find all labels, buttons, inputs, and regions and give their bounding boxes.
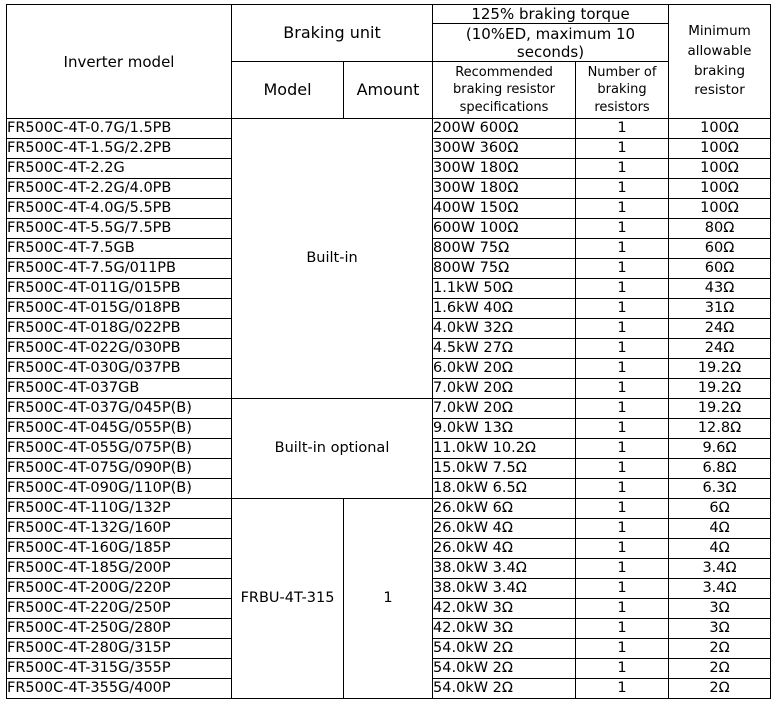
minimum-resistor-cell: 100Ω xyxy=(669,159,771,179)
resistor-count-cell: 1 xyxy=(576,319,669,339)
minimum-resistor-cell: 100Ω xyxy=(669,119,771,139)
inverter-model-cell: FR500C-4T-018G/022PB xyxy=(7,319,232,339)
recommended-spec-cell: 7.0kW 20Ω xyxy=(433,399,576,419)
recommended-spec-cell: 42.0kW 3Ω xyxy=(433,619,576,639)
resistor-count-cell: 1 xyxy=(576,119,669,139)
resistor-count-cell: 1 xyxy=(576,459,669,479)
recommended-spec-cell: 6.0kW 20Ω xyxy=(433,359,576,379)
minimum-resistor-cell: 4Ω xyxy=(669,539,771,559)
inverter-model-cell: FR500C-4T-2.2G/4.0PB xyxy=(7,179,232,199)
table-row xyxy=(7,399,771,419)
braking-unit-builtin: Built-in xyxy=(232,119,433,399)
braking-unit-amount-cell: 1 xyxy=(344,499,433,699)
inverter-model-cell: FR500C-4T-022G/030PB xyxy=(7,339,232,359)
header-braking-unit: Braking unit xyxy=(232,5,433,62)
minimum-resistor-cell: 31Ω xyxy=(669,299,771,319)
minimum-resistor-cell: 6.8Ω xyxy=(669,459,771,479)
resistor-count-cell: 1 xyxy=(576,579,669,599)
recommended-spec-cell: 26.0kW 4Ω xyxy=(433,539,576,559)
recommended-spec-cell: 200W 600Ω xyxy=(433,119,576,139)
inverter-model-cell: FR500C-4T-0.7G/1.5PB xyxy=(7,119,232,139)
resistor-count-cell: 1 xyxy=(576,519,669,539)
recommended-spec-cell: 15.0kW 7.5Ω xyxy=(433,459,576,479)
inverter-model-cell: FR500C-4T-2.2G xyxy=(7,159,232,179)
minimum-resistor-cell: 2Ω xyxy=(669,679,771,699)
resistor-count-cell: 1 xyxy=(576,679,669,699)
minimum-resistor-cell: 24Ω xyxy=(669,319,771,339)
inverter-model-cell: FR500C-4T-075G/090P(B) xyxy=(7,459,232,479)
resistor-count-cell: 1 xyxy=(576,339,669,359)
resistor-count-cell: 1 xyxy=(576,619,669,639)
table-body xyxy=(7,119,771,699)
minimum-resistor-cell: 3.4Ω xyxy=(669,579,771,599)
inverter-model-cell: FR500C-4T-110G/132P xyxy=(7,499,232,519)
inverter-model-cell: FR500C-4T-037G/045P(B) xyxy=(7,399,232,419)
inverter-model-cell: FR500C-4T-011G/015PB xyxy=(7,279,232,299)
inverter-model-cell: FR500C-4T-5.5G/7.5PB xyxy=(7,219,232,239)
recommended-spec-cell: 38.0kW 3.4Ω xyxy=(433,579,576,599)
recommended-spec-cell: 26.0kW 6Ω xyxy=(433,499,576,519)
resistor-count-cell: 1 xyxy=(576,499,669,519)
minimum-resistor-cell: 12.8Ω xyxy=(669,419,771,439)
inverter-model-cell: FR500C-4T-132G/160P xyxy=(7,519,232,539)
recommended-spec-cell: 300W 180Ω xyxy=(433,159,576,179)
minimum-resistor-cell: 19.2Ω xyxy=(669,359,771,379)
minimum-resistor-cell: 6.3Ω xyxy=(669,479,771,499)
resistor-count-cell: 1 xyxy=(576,139,669,159)
inverter-model-cell: FR500C-4T-7.5G/011PB xyxy=(7,259,232,279)
minimum-resistor-cell: 4Ω xyxy=(669,519,771,539)
recommended-spec-cell: 300W 360Ω xyxy=(433,139,576,159)
inverter-model-cell: FR500C-4T-160G/185P xyxy=(7,539,232,559)
minimum-resistor-cell: 100Ω xyxy=(669,199,771,219)
inverter-model-cell: FR500C-4T-015G/018PB xyxy=(7,299,232,319)
resistor-count-cell: 1 xyxy=(576,559,669,579)
minimum-resistor-cell: 43Ω xyxy=(669,279,771,299)
braking-unit-builtin-optional: Built-in optional xyxy=(232,399,433,499)
header-number-resistors: Number of braking resistors xyxy=(576,62,669,119)
recommended-spec-cell: 54.0kW 2Ω xyxy=(433,659,576,679)
recommended-spec-cell: 26.0kW 4Ω xyxy=(433,519,576,539)
header-torque-title: 125% braking torque xyxy=(433,5,669,24)
resistor-count-cell: 1 xyxy=(576,219,669,239)
recommended-spec-cell: 4.0kW 32Ω xyxy=(433,319,576,339)
resistor-count-cell: 1 xyxy=(576,639,669,659)
minimum-resistor-cell: 3Ω xyxy=(669,619,771,639)
resistor-count-cell: 1 xyxy=(576,399,669,419)
inverter-model-cell: FR500C-4T-220G/250P xyxy=(7,599,232,619)
recommended-spec-cell: 11.0kW 10.2Ω xyxy=(433,439,576,459)
inverter-model-cell: FR500C-4T-030G/037PB xyxy=(7,359,232,379)
resistor-count-cell: 1 xyxy=(576,279,669,299)
recommended-spec-cell: 18.0kW 6.5Ω xyxy=(433,479,576,499)
minimum-resistor-cell: 60Ω xyxy=(669,239,771,259)
minimum-resistor-cell: 100Ω xyxy=(669,179,771,199)
inverter-model-cell: FR500C-4T-7.5GB xyxy=(7,239,232,259)
header-recommended: Recommended braking resistor specifications xyxy=(433,62,576,119)
minimum-resistor-cell: 2Ω xyxy=(669,659,771,679)
recommended-spec-cell: 54.0kW 2Ω xyxy=(433,639,576,659)
resistor-count-cell: 1 xyxy=(576,419,669,439)
recommended-spec-cell: 300W 180Ω xyxy=(433,179,576,199)
resistor-count-cell: 1 xyxy=(576,299,669,319)
inverter-model-cell: FR500C-4T-055G/075P(B) xyxy=(7,439,232,459)
inverter-model-cell: FR500C-4T-090G/110P(B) xyxy=(7,479,232,499)
braking-unit-model-cell: FRBU-4T-315 xyxy=(232,499,344,699)
recommended-spec-cell: 600W 100Ω xyxy=(433,219,576,239)
inverter-model-cell: FR500C-4T-250G/280P xyxy=(7,619,232,639)
inverter-model-cell: FR500C-4T-1.5G/2.2PB xyxy=(7,139,232,159)
recommended-spec-cell: 9.0kW 13Ω xyxy=(433,419,576,439)
recommended-spec-cell: 7.0kW 20Ω xyxy=(433,379,576,399)
minimum-resistor-cell: 2Ω xyxy=(669,639,771,659)
inverter-model-cell: FR500C-4T-185G/200P xyxy=(7,559,232,579)
resistor-count-cell: 1 xyxy=(576,259,669,279)
inverter-model-cell: FR500C-4T-4.0G/5.5PB xyxy=(7,199,232,219)
resistor-count-cell: 1 xyxy=(576,359,669,379)
header-inverter-model: Inverter model xyxy=(7,5,232,119)
resistor-count-cell: 1 xyxy=(576,439,669,459)
recommended-spec-cell: 38.0kW 3.4Ω xyxy=(433,559,576,579)
minimum-resistor-cell: 19.2Ω xyxy=(669,379,771,399)
inverter-model-cell: FR500C-4T-280G/315P xyxy=(7,639,232,659)
header-torque-sub: (10%ED, maximum 10 seconds) xyxy=(433,24,669,62)
minimum-resistor-cell: 60Ω xyxy=(669,259,771,279)
recommended-spec-cell: 42.0kW 3Ω xyxy=(433,599,576,619)
resistor-count-cell: 1 xyxy=(576,659,669,679)
inverter-model-cell: FR500C-4T-355G/400P xyxy=(7,679,232,699)
minimum-resistor-cell: 24Ω xyxy=(669,339,771,359)
header-minimum-resistor: Minimum allowable braking resistor xyxy=(669,5,771,119)
minimum-resistor-cell: 100Ω xyxy=(669,139,771,159)
minimum-resistor-cell: 9.6Ω xyxy=(669,439,771,459)
recommended-spec-cell: 54.0kW 2Ω xyxy=(433,679,576,699)
braking-resistor-table xyxy=(6,4,771,699)
recommended-spec-cell: 400W 150Ω xyxy=(433,199,576,219)
minimum-resistor-cell: 80Ω xyxy=(669,219,771,239)
resistor-count-cell: 1 xyxy=(576,179,669,199)
recommended-spec-cell: 1.6kW 40Ω xyxy=(433,299,576,319)
inverter-model-cell: FR500C-4T-315G/355P xyxy=(7,659,232,679)
recommended-spec-cell: 800W 75Ω xyxy=(433,239,576,259)
resistor-count-cell: 1 xyxy=(576,199,669,219)
minimum-resistor-cell: 3Ω xyxy=(669,599,771,619)
resistor-count-cell: 1 xyxy=(576,239,669,259)
inverter-model-cell: FR500C-4T-200G/220P xyxy=(7,579,232,599)
resistor-count-cell: 1 xyxy=(576,379,669,399)
minimum-resistor-cell: 3.4Ω xyxy=(669,559,771,579)
minimum-resistor-cell: 19.2Ω xyxy=(669,399,771,419)
recommended-spec-cell: 1.1kW 50Ω xyxy=(433,279,576,299)
resistor-count-cell: 1 xyxy=(576,599,669,619)
recommended-spec-cell: 4.5kW 27Ω xyxy=(433,339,576,359)
header-model: Model xyxy=(232,62,344,119)
resistor-count-cell: 1 xyxy=(576,479,669,499)
resistor-count-cell: 1 xyxy=(576,159,669,179)
resistor-count-cell: 1 xyxy=(576,539,669,559)
recommended-spec-cell: 800W 75Ω xyxy=(433,259,576,279)
minimum-resistor-cell: 6Ω xyxy=(669,499,771,519)
table-row xyxy=(7,119,771,139)
table-row xyxy=(7,499,771,519)
inverter-model-cell: FR500C-4T-045G/055P(B) xyxy=(7,419,232,439)
header-amount: Amount xyxy=(344,62,433,119)
inverter-model-cell: FR500C-4T-037GB xyxy=(7,379,232,399)
